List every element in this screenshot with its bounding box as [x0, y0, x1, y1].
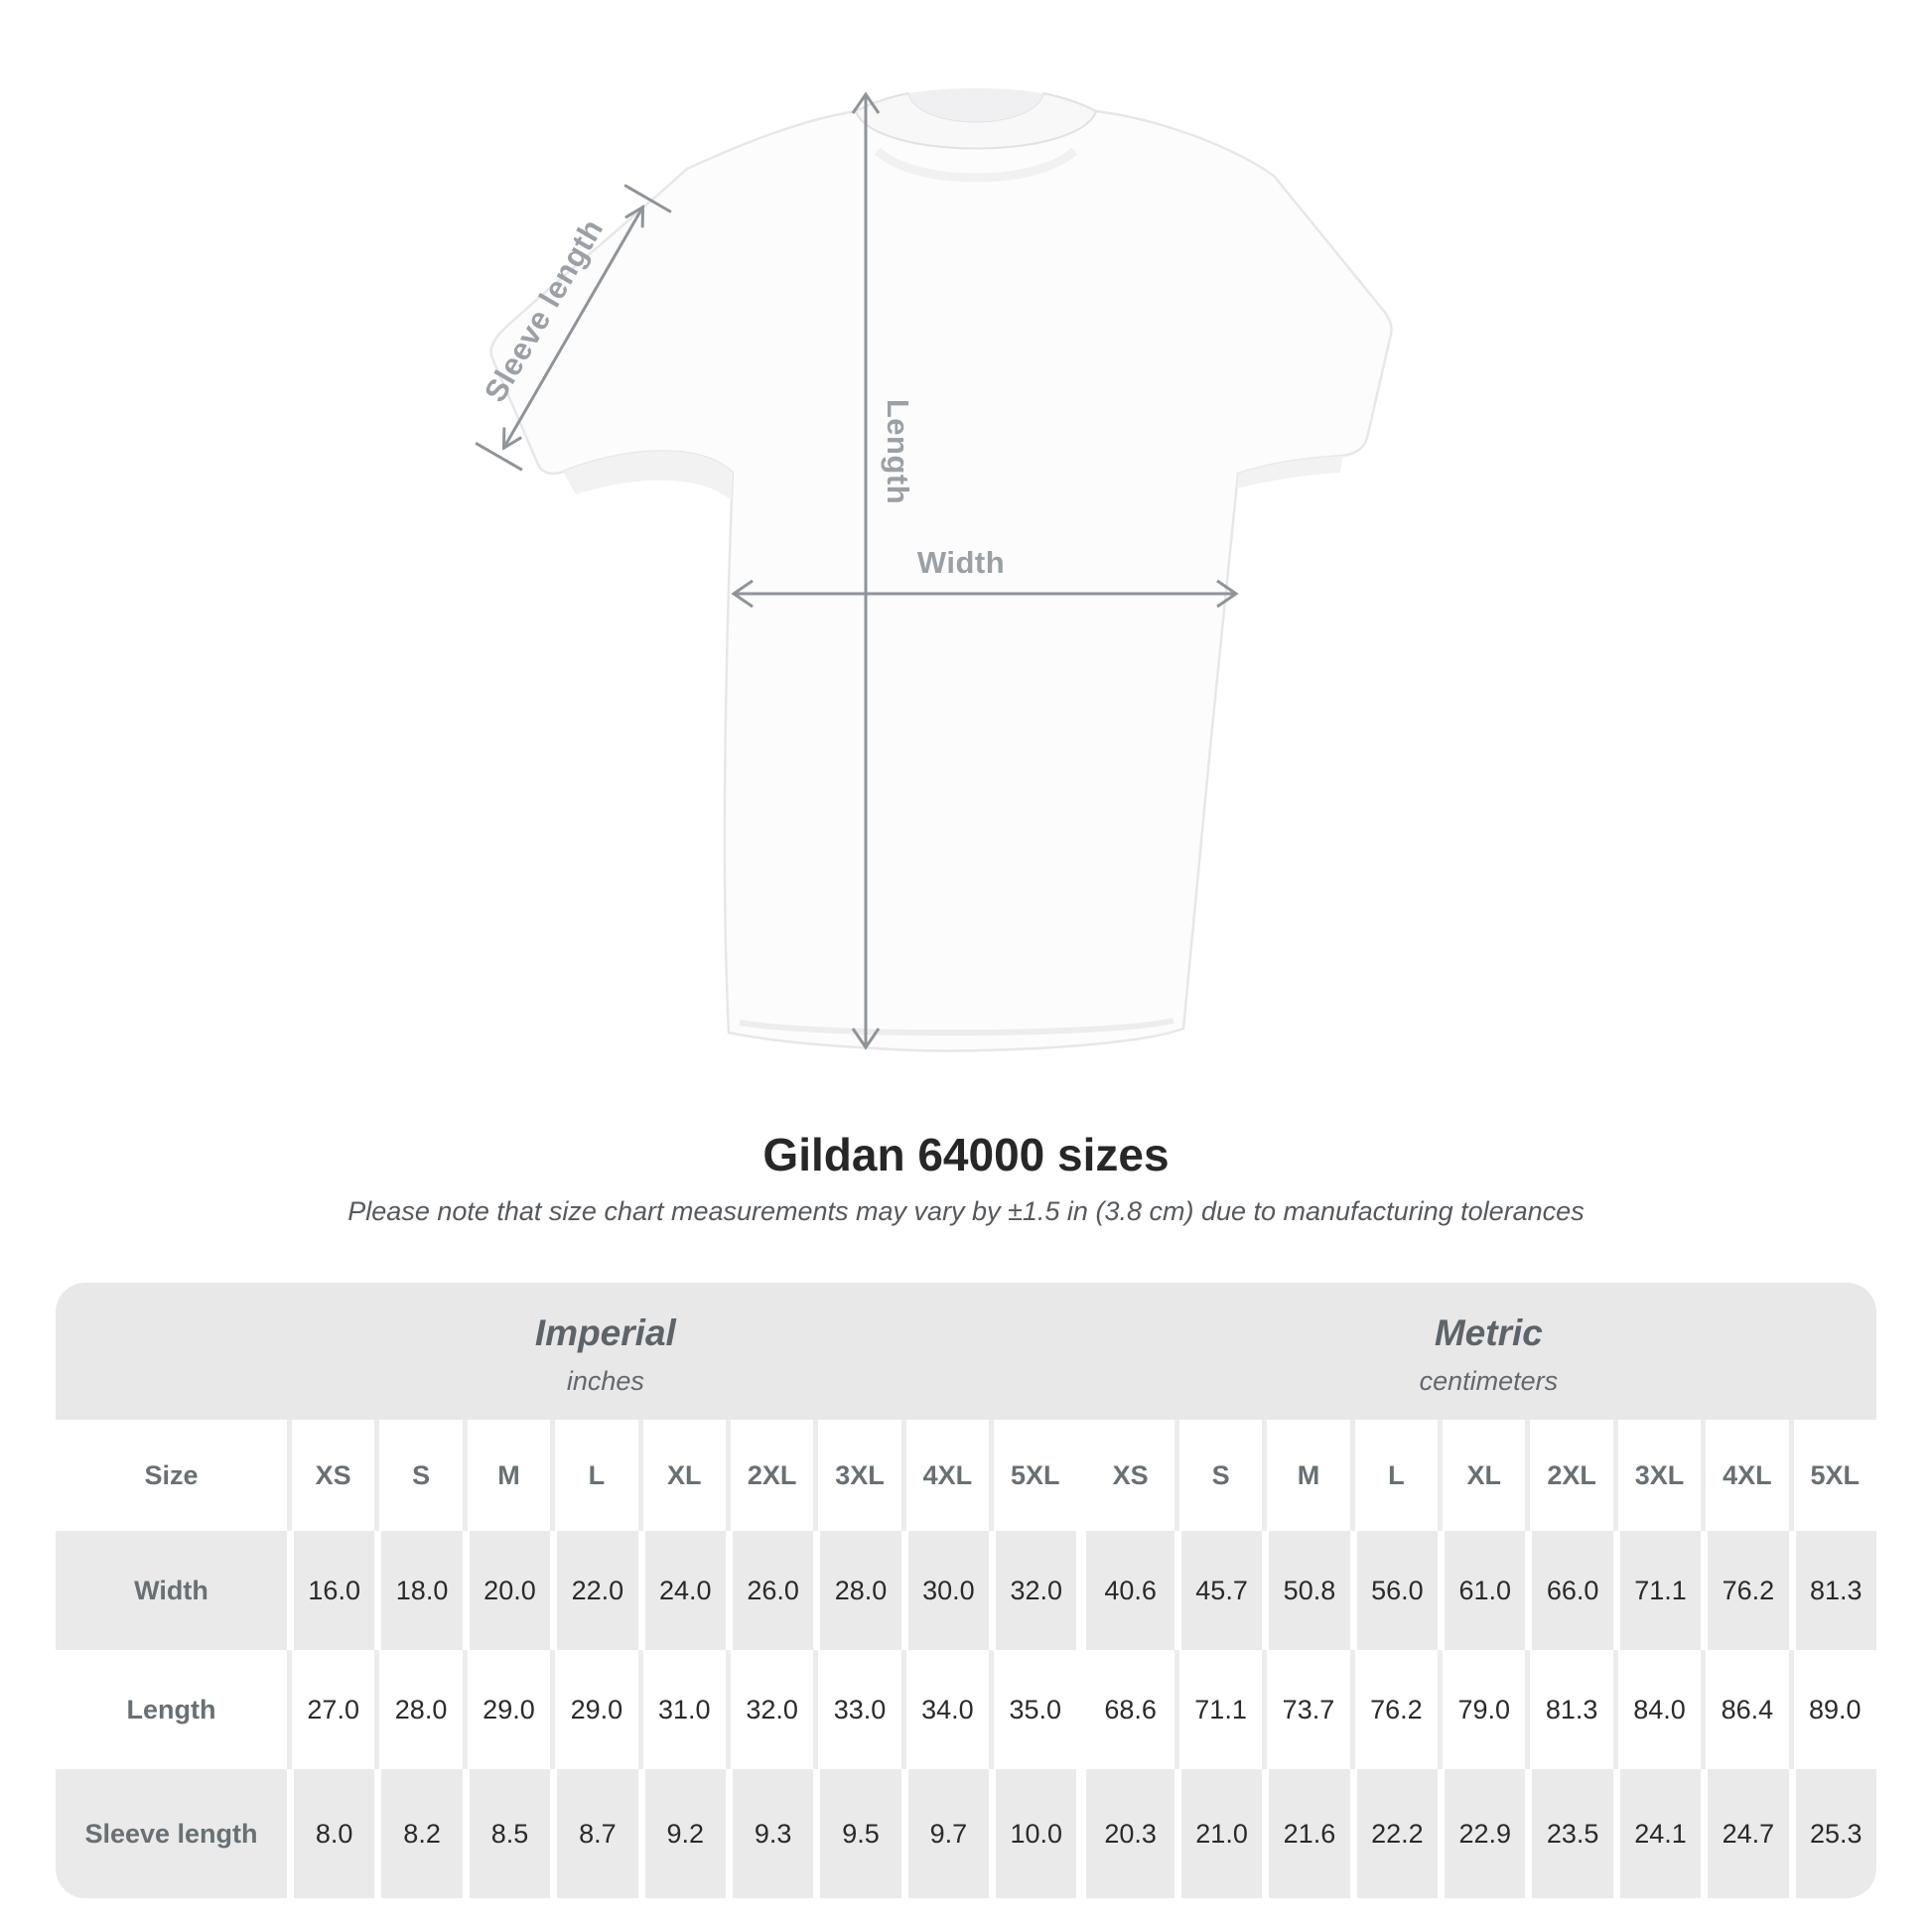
value-cell-metric: 22.2	[1350, 1769, 1438, 1898]
sleeve-length-label: Sleeve length	[477, 212, 611, 408]
value-cell-imperial: 20.0	[463, 1531, 550, 1650]
value-cell-metric: 50.8	[1262, 1531, 1349, 1650]
size-column-header: 5XL	[1789, 1420, 1876, 1531]
value-cell-metric: 81.3	[1525, 1650, 1612, 1769]
value-cell-imperial: 29.0	[463, 1650, 550, 1769]
imperial-name: Imperial	[534, 1312, 676, 1353]
value-cell-metric: 40.6	[1086, 1531, 1173, 1650]
size-column-header: S	[1174, 1420, 1262, 1531]
value-cell-imperial: 28.0	[374, 1650, 462, 1769]
value-cell-metric: 73.7	[1262, 1650, 1349, 1769]
metric-name: Metric	[1434, 1312, 1543, 1353]
value-cell-metric: 76.2	[1701, 1531, 1788, 1650]
value-cell-imperial: 18.0	[374, 1531, 462, 1650]
imperial-unit: inches	[566, 1366, 644, 1396]
value-cell-metric: 71.1	[1174, 1650, 1262, 1769]
size-column-header: 4XL	[1701, 1420, 1788, 1531]
value-cell-imperial: 9.5	[813, 1769, 900, 1898]
value-cell-metric: 24.1	[1613, 1769, 1701, 1898]
metric-group-header	[1420, 1312, 1559, 1397]
value-cell-metric: 61.0	[1438, 1531, 1525, 1650]
value-cell-imperial: 26.0	[726, 1531, 813, 1650]
imperial-group-header	[535, 1312, 676, 1397]
page-subtitle: Please note that size chart measurements may vary by ±1.5 in (3.8 cm) due to manufacturing tolerances	[347, 1196, 1585, 1226]
width-label: Width	[916, 545, 1006, 580]
length-label: Length	[881, 398, 915, 505]
value-cell-metric: 81.3	[1789, 1531, 1876, 1650]
value-cell-imperial: 9.2	[638, 1769, 726, 1898]
value-cell-imperial: 28.0	[813, 1531, 900, 1650]
column-spacer	[1076, 1420, 1086, 1531]
value-cell-imperial: 8.2	[374, 1769, 462, 1898]
value-cell-imperial: 9.3	[726, 1769, 813, 1898]
value-cell-imperial: 30.0	[901, 1531, 989, 1650]
value-cell-imperial: 29.0	[550, 1650, 637, 1769]
value-cell-metric: 76.2	[1350, 1650, 1438, 1769]
value-cell-imperial: 34.0	[901, 1650, 989, 1769]
size-column-header: 4XL	[901, 1420, 989, 1531]
value-cell-metric: 21.6	[1262, 1769, 1349, 1898]
corner-header: Size	[56, 1420, 287, 1531]
value-cell-metric: 66.0	[1525, 1531, 1612, 1650]
row-label: Width	[56, 1531, 287, 1650]
value-cell-imperial: 8.0	[287, 1769, 374, 1898]
size-column-header: L	[550, 1420, 637, 1531]
metric-unit: centimeters	[1419, 1366, 1559, 1396]
value-cell-imperial: 32.0	[989, 1531, 1076, 1650]
size-column-header: 2XL	[1525, 1420, 1612, 1531]
value-cell-metric: 56.0	[1350, 1531, 1438, 1650]
value-cell-metric: 45.7	[1174, 1531, 1262, 1650]
value-cell-metric: 71.1	[1613, 1531, 1701, 1650]
size-column-header: 3XL	[813, 1420, 900, 1531]
value-cell-metric: 68.6	[1086, 1650, 1173, 1769]
row-label: Length	[56, 1650, 287, 1769]
value-cell-imperial: 9.7	[901, 1769, 989, 1898]
size-column-header: XS	[287, 1420, 374, 1531]
value-cell-imperial: 27.0	[287, 1650, 374, 1769]
tshirt-body	[491, 111, 1392, 1050]
value-cell-imperial: 33.0	[813, 1650, 900, 1769]
units-band	[56, 1283, 1876, 1420]
size-column-header: XS	[1086, 1420, 1173, 1531]
value-cell-metric: 25.3	[1789, 1769, 1876, 1898]
size-table	[56, 1283, 1876, 1898]
value-cell-imperial: 16.0	[287, 1531, 374, 1650]
value-cell-metric: 84.0	[1613, 1650, 1701, 1769]
value-cell-metric: 20.3	[1086, 1769, 1173, 1898]
value-cell-metric: 89.0	[1789, 1650, 1876, 1769]
size-column-header: 2XL	[726, 1420, 813, 1531]
size-column-header: 3XL	[1613, 1420, 1701, 1531]
value-cell-imperial: 35.0	[989, 1650, 1076, 1769]
row-label: Sleeve length	[56, 1769, 287, 1898]
value-cell-metric: 79.0	[1438, 1650, 1525, 1769]
value-cell-imperial: 8.5	[463, 1769, 550, 1898]
value-cell-imperial: 32.0	[726, 1650, 813, 1769]
size-column-header: XL	[1438, 1420, 1525, 1531]
size-column-header: 5XL	[989, 1420, 1076, 1531]
size-column-header: S	[374, 1420, 462, 1531]
column-spacer	[1076, 1650, 1086, 1769]
size-column-header: XL	[638, 1420, 726, 1531]
size-column-header: M	[463, 1420, 550, 1531]
page-title: Gildan 64000 sizes	[762, 1129, 1170, 1180]
column-spacer	[1076, 1531, 1086, 1650]
value-cell-imperial: 22.0	[550, 1531, 637, 1650]
value-cell-metric: 22.9	[1438, 1769, 1525, 1898]
value-cell-metric: 86.4	[1701, 1650, 1788, 1769]
value-cell-imperial: 31.0	[638, 1650, 726, 1769]
value-cell-imperial: 24.0	[638, 1531, 726, 1650]
value-cell-imperial: 10.0	[989, 1769, 1076, 1898]
value-cell-metric: 23.5	[1525, 1769, 1612, 1898]
size-column-header: M	[1262, 1420, 1349, 1531]
value-cell-imperial: 8.7	[550, 1769, 637, 1898]
column-spacer	[1076, 1769, 1086, 1898]
value-cell-metric: 24.7	[1701, 1769, 1788, 1898]
value-cell-metric: 21.0	[1174, 1769, 1262, 1898]
size-column-header: L	[1350, 1420, 1438, 1531]
